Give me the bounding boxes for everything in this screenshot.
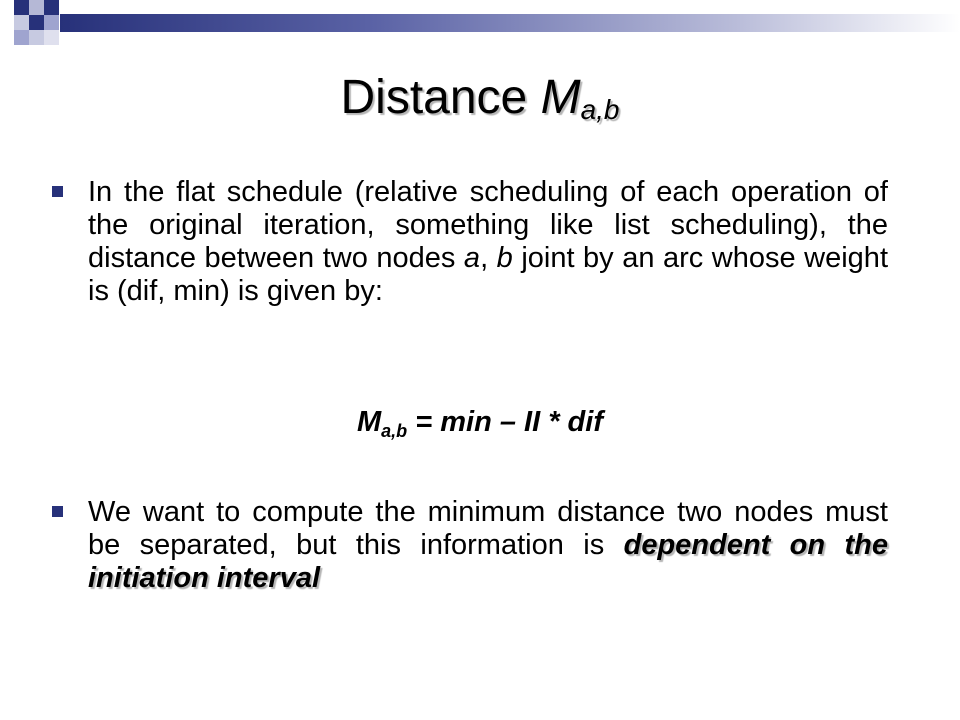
title-subscript: a,b (580, 94, 620, 125)
bullet-1-pre: In the flat schedule (relative scheduling of each operation of the original iteration, something like list scheduling), the distance between two nodes (88, 176, 888, 274)
bullet-marker-icon (52, 506, 63, 517)
formula-variable: M (357, 406, 382, 438)
bullet-1-post: joint by an arc whose weight is (dif, min) is given by: (88, 242, 888, 307)
slide-title (0, 70, 960, 126)
deco-square-4 (14, 15, 29, 30)
header-gradient-bar (60, 14, 960, 32)
title-variable: M (540, 71, 581, 124)
bullet-1-var-b: b (496, 242, 513, 274)
formula-subscript: a,b (381, 421, 408, 441)
deco-square-7 (14, 30, 29, 45)
bullet-1-comma: , (480, 242, 497, 274)
deco-square-9 (44, 30, 59, 45)
bullet-text-1 (88, 176, 888, 308)
bullet-marker-icon (52, 186, 63, 197)
bullet-text-2 (88, 496, 888, 595)
deco-square-2 (29, 0, 44, 15)
header-decoration (0, 0, 960, 60)
bullet-1-var-a: a (463, 242, 481, 274)
formula-rhs: = min – II * dif (407, 406, 603, 438)
bullet-2-pre: We want to compute the minimum distance two nodes must be separated, but this information is (88, 496, 888, 561)
deco-square-8 (29, 30, 44, 45)
deco-square-5 (29, 15, 44, 30)
deco-square-3 (44, 0, 59, 15)
formula (0, 404, 960, 440)
deco-square-1 (14, 0, 29, 15)
title-main: Distance (340, 71, 541, 124)
bullet-2-emphasis: dependent on the initiation interval (88, 529, 888, 594)
deco-square-6 (44, 15, 59, 30)
